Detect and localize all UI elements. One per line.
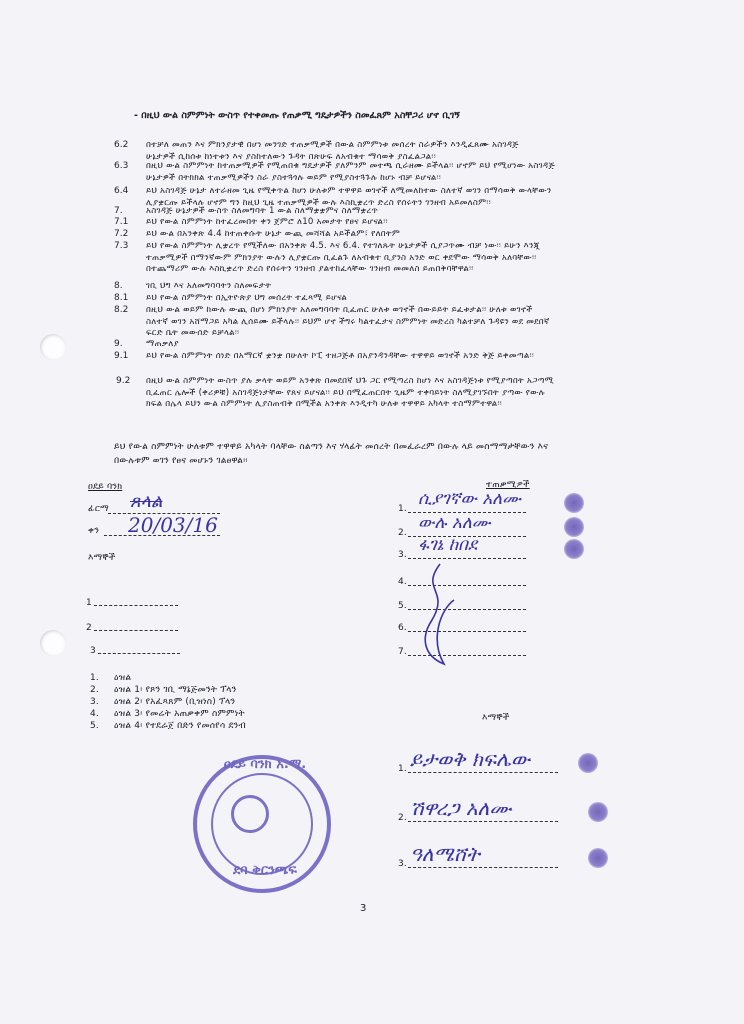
- beneficiary-number: 1.: [398, 504, 407, 514]
- witness-number: 3.: [398, 859, 407, 869]
- witnesses-label-right: እማኞች: [482, 713, 510, 723]
- clause-number: 6.2: [114, 140, 129, 150]
- witness-number: 2.: [398, 813, 407, 823]
- beneficiary-number: 6.: [398, 623, 407, 633]
- clause-text-line: ማጠቃለያ: [146, 339, 179, 349]
- witnesses-label-left: እማኞች: [88, 553, 116, 563]
- left-witness-line: [98, 653, 180, 654]
- beneficiary-number: 7.: [398, 647, 407, 657]
- beneficiary-signature: ፋገኔ ከበደ: [418, 535, 478, 555]
- thumbprint: [564, 493, 584, 513]
- clause-text-line: ቢፈጠር ሌሎች (ቀሪዎቹ) አስገዳጅነታቸው የጸና ይሆናል፡፡ ይህ በሚፈጠርበት ጊዜም ተቀባይነት ስለሚያገኙበት ያጣው የውሉ: [146, 387, 545, 398]
- punch-hole: [40, 630, 66, 656]
- annex-title: ዕዝል 4፡ የተደራጀ በድን የመሰየሳ ደንብ: [114, 721, 246, 731]
- closing-line-2: በውሉቱም ወገን የፀና መሆኑን ገልፀዋል፡፡: [114, 456, 248, 466]
- sign-label: ፊርማ: [88, 504, 109, 514]
- annex-number: 1.: [90, 673, 99, 683]
- witness-line: [408, 821, 558, 822]
- page-number: 3: [360, 903, 367, 914]
- date-label: ቀን: [88, 526, 100, 536]
- clause-text-line: በዚህ ውል ስምምነት ውስጥ ያሉ ቃላት ወይም አንቀጽ በመደበኛ ህጉ ጋር የሚጣረስ ከሆነ እና አስገዳጅነቱ የሚያጣበት አጋጣሚ: [146, 376, 555, 386]
- clause-number: 9.2: [116, 376, 131, 386]
- clause-text-line: ሊያቋርጡ ይችላሉ ሆኖም ግን ከዚህ ጊዜ ተጠቃሚዎች ውሉ እስኪቋረጥ ድረስ የሰሩትን ገንዘብ አይመለስም፡፡: [146, 197, 491, 208]
- witness-number: 1.: [398, 764, 407, 774]
- clause-number: 8.2: [114, 305, 129, 315]
- clause-text-line: በተቻለ መጠን እና ምክንያታዊ በሆነ መንገድ ተጠቃሚዎች በውል ስምምነቱ መሰረት ስራዎችን እንዲፈጸሙ አስገዳጅ: [146, 140, 519, 150]
- section-heading: - በዚህ ውል ስምምነት ውስጥ የተቀመጡ የጠቃሚ ግዴታዎችን ስመፈጸም አስቸጋሪ ሆኖ ቢገኝ: [134, 110, 460, 121]
- date-value: 20/03/16: [128, 513, 218, 537]
- left-witness-line: [94, 605, 178, 606]
- thumbprint: [588, 802, 608, 822]
- left-witness-num: 3: [90, 646, 96, 656]
- clause-text-line: ተጠቃሚዎች በማንኛውም ምክንያት ውሉን ሊያቋርጡ ቢፈልጉ ለአብቁተ ቢያንስ አንድ ወር ቀደሞው ማሳወቅ አለባቸው፡፡: [146, 252, 537, 263]
- clause-text-line: ሁኔታዎች በትክክል ተጠቃሚዎችን ስራ ያስተጓጎሉ ወይም የሚያስተጓጉሉ ከሆኑ ብቻ ይሆናል፡፡: [146, 172, 442, 183]
- clause-number: 9.: [114, 339, 123, 349]
- stamp-top-text: ዐደይ ባንክ አ.ማ.: [223, 757, 307, 772]
- annex-title: ዕዝል 1፡ የጾን ገቢ ማኔጅመንት ፕላን: [114, 685, 237, 695]
- clause-text-line: በተጨማሪም ውሉ እስኪቋረጥ ድረስ የሰሩትን ገንዘብ ያልተከፈላቸው ገንዘብ መመለስ ይጠበቅባቸዋል፡፡: [146, 264, 474, 274]
- line-scribble: [410, 560, 470, 670]
- beneficiaries-label: ተጠቃሚዎች: [486, 480, 530, 490]
- beneficiary-number: 2.: [398, 528, 407, 538]
- annex-number: 3.: [90, 697, 99, 707]
- annex-title: ዕዝል 3፡ የመሬት አጠቃቀም ስምምነት: [114, 709, 245, 719]
- clause-text-line: ስለተኛ ወገን አሸማጋይ አካል ሊሰይሙ ይችላሉ፡፡ ይህም ሆኖ ችግሩ ካልተፈታና ስምምነት መድረስ ካልተቻለ ጉዳዩን ወደ መደበኛ: [146, 316, 550, 327]
- beneficiary-signature: ውሉ አለሙ: [418, 513, 491, 533]
- clause-text-line: ይህ አስገዳጅ ሁኔታ ለተራዘመ ጊዜ የሚቀጥል ከሆነ ሁለቱም ተዋዋይ ወገኖች ለሚመለከተው ስለተኛ ወገን በማሳወቅ ውላቸውን: [146, 186, 552, 196]
- clause-text-line: ፍርድ ቤት መውሰድ ይቻላል፡፡: [146, 328, 240, 338]
- clause-text-line: ይህ የውል ስምምነት ከተፈረመበት ቀን ጀምሮ ለ10 አመታት የፀና ይሆናል፡፡: [146, 217, 388, 227]
- thumbprint: [564, 539, 584, 559]
- clause-text-line: በዚህ ውል ወይም ከውሉ ውጪ በሆነ ምክንያት አለመግባባት ቢፈጠር ሁለቱ ወገኖች በውይይት ይፈቱታል፡፡ ሁለቱ ወገኖች: [146, 305, 533, 315]
- clause-number: 7.: [114, 206, 123, 216]
- punch-hole: [40, 334, 66, 360]
- beneficiary-number: 5.: [398, 601, 407, 611]
- stamp-bottom-text: ደባ ቅርንጫፍ: [233, 863, 297, 878]
- left-witness-line: [94, 630, 178, 631]
- clause-text-line: ይህ የውል ስምምነት በኢትዮጵያ ህግ መሰረት ተፈጻሚ ይሆናል: [146, 293, 347, 303]
- beneficiary-number: 3.: [398, 550, 407, 560]
- clause-number: 8.1: [114, 293, 129, 303]
- thumbprint: [564, 517, 584, 537]
- left-witness-num: 2: [86, 623, 92, 633]
- clause-text-line: ገቢ ህግ እና አለመግባባትን ስለመፍታት: [146, 281, 272, 291]
- thumbprint: [578, 753, 598, 773]
- bank-stamp: [193, 755, 331, 893]
- clause-number: 7.2: [114, 229, 129, 239]
- witness-signature: ዓለሜሸት: [410, 842, 480, 866]
- beneficiary-line: [408, 558, 526, 559]
- clause-number: 7.3: [114, 241, 129, 251]
- clause-text-line: ይህ ውል በአንቀጽ 4.4 ከተጠቀሱት ሁኔታ ውጪ መሻሻል አይችልም፣ የለበትም: [146, 229, 401, 239]
- witness-signature: ይታወቅ ክፍሌው: [410, 747, 531, 771]
- annex-title: ዕዝል: [114, 673, 132, 683]
- clause-text-line: ሁኔታዎች ሲከሰቱ ከነተቱን እና ያስከተለውን ጉዳት በጽሁፍ ለአብቁተ ማሳወቅ ያስፈልጋል፡፡: [146, 151, 436, 162]
- clause-text-line: ይህ የውል ስምምነት ሊቋረጥ የሚችለው በአንቀጽ 4.5. እና 6.4. የተገለጹት ሁኔታዎች ሲያጋጥሙ ብቻ ነው፡፡ ይሁን እንጂ: [146, 241, 541, 251]
- clause-number: 6.3: [114, 161, 129, 171]
- bank-signature: ጸላል: [130, 491, 163, 512]
- clause-text-line: ይህ የውል ስምምነት ሰነድ በአማርኛ ቋንቋ በሁለት ኮፒ ተዘጋጅቶ በአያንዳንዳቸው ተዋዋይ ወገኖች አንድ ቅጅ ይቀመጣል፡፡: [146, 351, 534, 361]
- beneficiary-number: 4.: [398, 577, 407, 587]
- annex-number: 5.: [90, 721, 99, 731]
- clause-number: 9.1: [114, 351, 129, 361]
- closing-line-1: ይህ የውል ስምምነት ሁለቱም ተዋዋይ አካላት ባላቸው ስልጣን እና ሃላፊት መሰረት በመፈራረም በውሉ ላይ መስማማታቸውን እና: [114, 442, 549, 452]
- clause-number: 8.: [114, 281, 123, 291]
- annex-number: 2.: [90, 685, 99, 695]
- thumbprint: [588, 848, 608, 868]
- witness-signature: ሽዋረጋ አለሙ: [410, 796, 512, 820]
- clause-text-line: አስገዳጅ ሁኔታዎች ውስጥ ስለመግባት 1 ውል ስለማቋቋምና ስለማቋረጥ: [146, 206, 379, 216]
- witness-line: [408, 867, 558, 868]
- annex-title: ዕዝል 2፡ የአፈጻጸም (ቢዝነስ) ፕላን: [114, 697, 236, 707]
- witness-line: [408, 772, 558, 773]
- beneficiary-signature: ሲያገኛው አለሙ: [418, 489, 521, 509]
- clause-number: 7.1: [114, 217, 129, 227]
- annex-number: 4.: [90, 709, 99, 719]
- clause-text-line: ክፍል በሌላ ይህን ውል ስምምነት ሊያስጠብቅ በሚችል አንቀጽ እንዲተካ ሁለቱ ተዋዋይ አካላት ተስማምተዋል፡፡: [146, 399, 502, 409]
- org-name: ዐደይ ባንክ: [88, 482, 123, 492]
- clause-number: 6.4: [114, 186, 129, 196]
- stamp-logo: [231, 795, 269, 833]
- clause-text-line: በዚህ ውል ስምምነት ከተጠቃሚዎች የሚጠበቁ ግዴታዎች ያለምንም መተጫ ሲራዘሙ ይችላል፡፡ ሆኖም ይህ የሚሆነው አስገዳጅ: [146, 161, 555, 171]
- left-witness-num: 1: [86, 598, 92, 608]
